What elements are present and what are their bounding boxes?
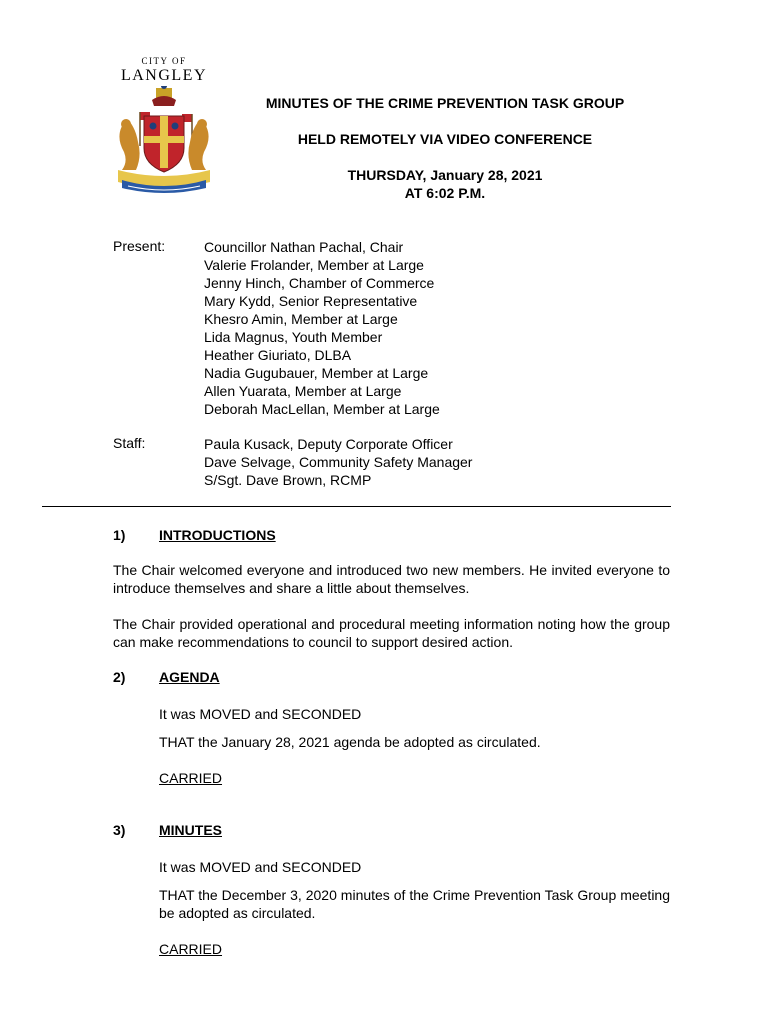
present-member: Valerie Frolander, Member at Large <box>204 257 424 273</box>
staff-list <box>204 435 472 489</box>
minutes-title: MINUTES OF THE CRIME PREVENTION TASK GROUP <box>265 95 625 111</box>
carried-status: CARRIED <box>159 941 223 957</box>
staff-member: S/Sgt. Dave Brown, RCMP <box>204 472 372 488</box>
present-label: Present: <box>113 238 166 254</box>
section-heading-minutes: MINUTES <box>159 822 222 838</box>
carried-status: CARRIED <box>159 770 223 786</box>
present-list <box>204 238 440 418</box>
motion-text: It was MOVED and SECONDED <box>159 859 362 875</box>
paragraph: The Chair provided operational and procedural meeting information noting how the group can make recommendations to council to support desired action. <box>113 616 670 650</box>
present-member: Heather Giuriato, DLBA <box>204 347 352 363</box>
present-member: Councillor Nathan Pachal, Chair <box>204 239 404 255</box>
motion-text: It was MOVED and SECONDED <box>159 706 362 722</box>
section-number: 3) <box>113 822 126 838</box>
staff-label: Staff: <box>113 435 146 451</box>
staff-member: Paula Kusack, Deputy Corporate Officer <box>204 436 453 452</box>
meeting-time: AT 6:02 P.M. <box>404 185 486 201</box>
logo-city-text: CITY OF <box>141 56 187 66</box>
present-member: Lida Magnus, Youth Member <box>204 329 383 345</box>
present-member: Mary Kydd, Senior Representative <box>204 293 418 309</box>
section-heading-introductions: INTRODUCTIONS <box>159 527 276 543</box>
present-member: Khesro Amin, Member at Large <box>204 311 398 327</box>
staff-member: Dave Selvage, Community Safety Manager <box>204 454 473 470</box>
present-member: Deborah MacLellan, Member at Large <box>204 401 440 417</box>
logo-name-text: LANGLEY <box>120 67 208 84</box>
section-number: 1) <box>113 527 126 543</box>
divider <box>42 506 671 507</box>
resolution-text: THAT the January 28, 2021 agenda be adopted as circulated. <box>159 734 541 750</box>
meeting-date: THURSDAY, January 28, 2021 <box>347 167 543 183</box>
present-member: Nadia Gugubauer, Member at Large <box>204 365 429 381</box>
paragraph: The Chair welcomed everyone and introduced two new members. He invited everyone to introduce themselves and share a little about themselves. <box>113 562 670 596</box>
meeting-format: HELD REMOTELY VIA VIDEO CONFERENCE <box>297 131 593 147</box>
resolution-text: THAT the December 3, 2020 minutes of the Crime Prevention Task Group meeting be adopted as circulated. <box>159 887 670 921</box>
section-number: 2) <box>113 669 126 685</box>
present-member: Jenny Hinch, Chamber of Commerce <box>204 275 435 291</box>
present-member: Allen Yuarata, Member at Large <box>204 383 402 399</box>
section-heading-agenda: AGENDA <box>159 669 220 685</box>
